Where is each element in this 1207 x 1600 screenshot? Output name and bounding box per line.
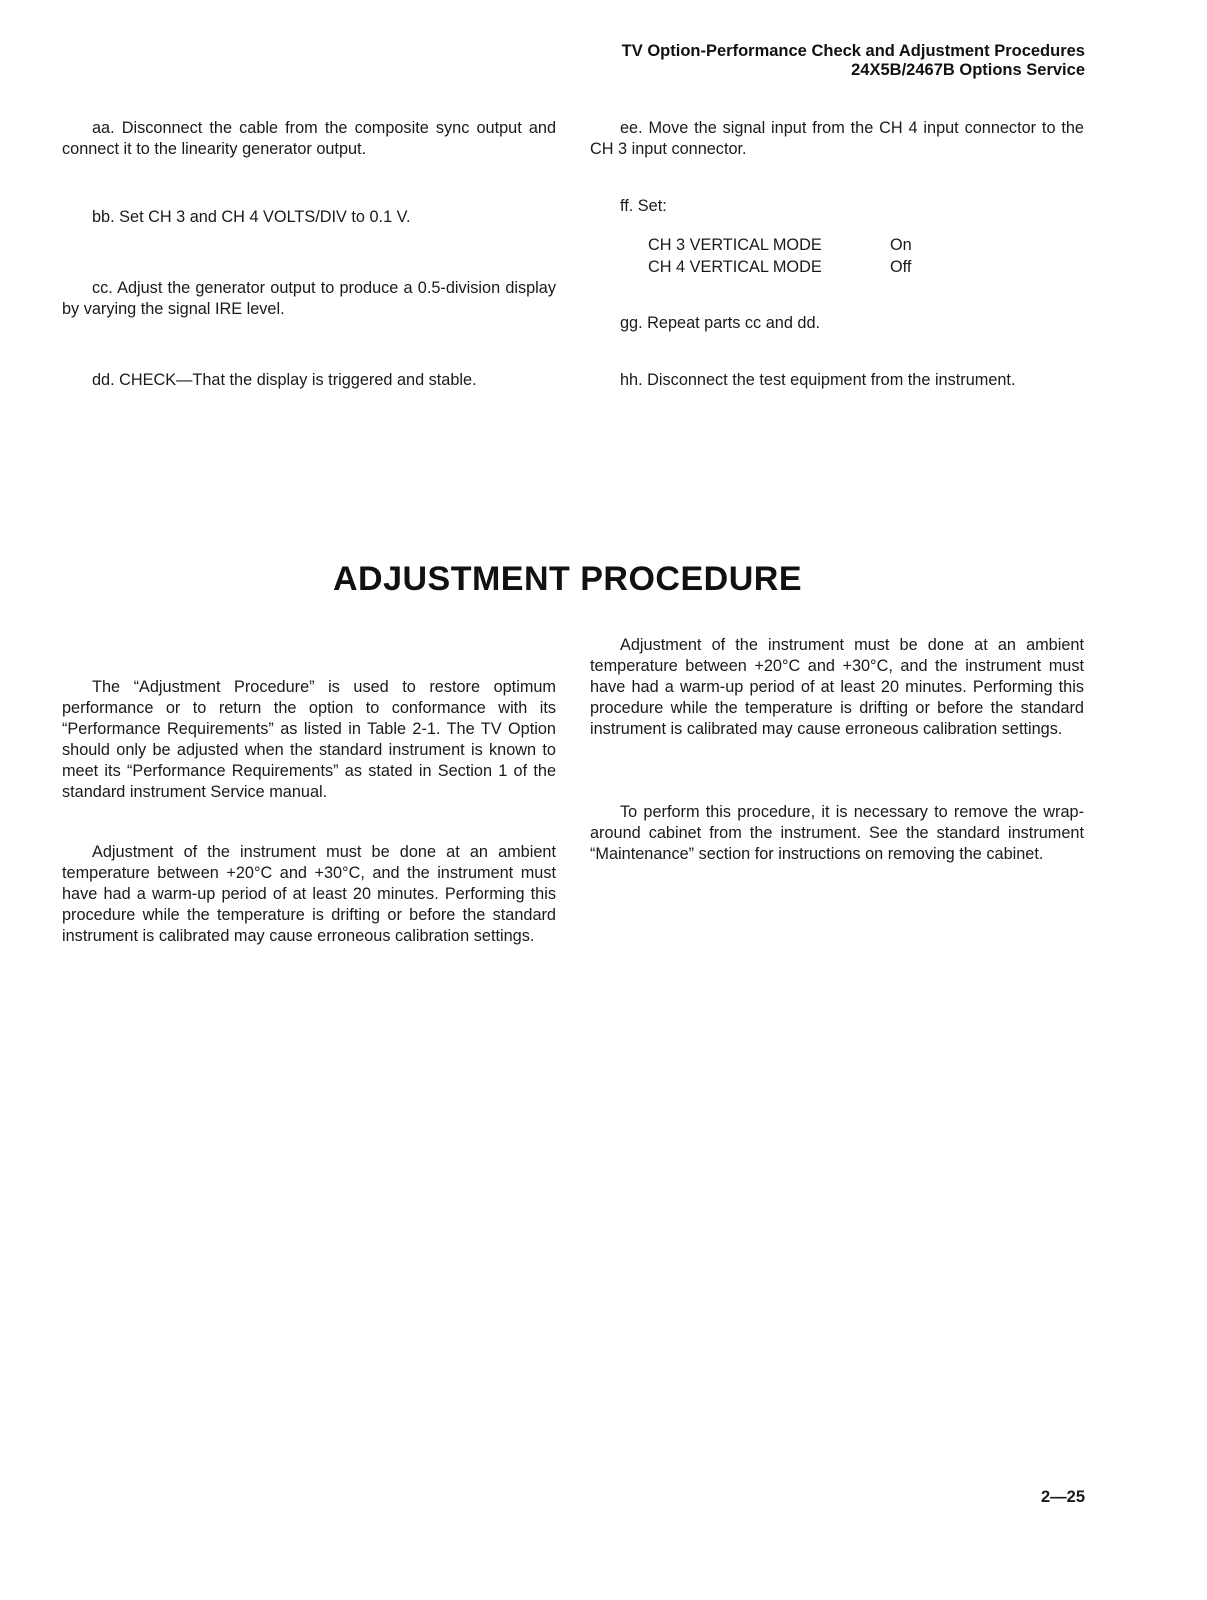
- step-bb-text: bb. Set CH 3 and CH 4 VOLTS/DIV to 0.1 V.: [92, 208, 411, 226]
- running-header: [622, 42, 1085, 80]
- step-ff-text: ff. Set:: [620, 197, 667, 215]
- paragraph-temperature-continued-text: Adjustment of the instrument must be done at an ambient temperature between +20°C and +30°C, and the instrument must have had a warm-up period of at least 20 minutes. Performing this procedure while the temperature is drifting or before the standard instrument is calibrated may cause erroneous calibration settings.: [590, 636, 1084, 738]
- paragraph-temperature: [62, 842, 556, 945]
- step-cc-text: cc. Adjust the generator output to produce a 0.5-division display by varying the signal IRE level.: [62, 279, 556, 318]
- step-ee: [590, 118, 1084, 160]
- section-title: ADJUSTMENT PROCEDURE: [332, 560, 803, 598]
- paragraph-intro-text: The “Adjustment Procedure” is used to restore optimum performance or to return the option to conformance with its “Performance Requirements” as listed in Table 2-1. The TV Option should only be adjusted when the standard instrument is known to meet its “Performance Requirements” as stated in Section 1 of the standard instrument Service manual.: [62, 678, 556, 801]
- setting-name: CH 3 VERTICAL MODE: [648, 236, 822, 254]
- header-subtitle: 24X5B/2467B Options Service: [851, 61, 1085, 79]
- setting-value: On: [890, 236, 912, 254]
- header-title: TV Option-Performance Check and Adjustment Procedures: [621, 42, 1085, 60]
- settings-table: [648, 234, 912, 278]
- step-aa-text: aa. Disconnect the cable from the composite sync output and connect it to the linearity generator output.: [62, 119, 556, 158]
- settings-row: [648, 256, 912, 278]
- paragraph-temperature-text: Adjustment of the instrument must be done at an ambient temperature between +20°C and +30°C, and the instrument must have had a warm-up period of at least 20 minutes. Performing this procedure while the temperature is drifting or before the standard instrument is calibrated may cause erroneous calibration settings.: [62, 843, 556, 945]
- step-dd: [62, 370, 556, 391]
- step-gg-text: gg. Repeat parts cc and dd.: [620, 314, 821, 332]
- step-aa: [62, 118, 556, 160]
- paragraph-cabinet-text: To perform this procedure, it is necessary to remove the wrap-around cabinet from the instrument. See the standard instrument “Maintenance” section for instructions on removing the cabinet.: [590, 803, 1084, 863]
- step-ee-text: ee. Move the signal input from the CH 4 input connector to the CH 3 input connector.: [590, 119, 1084, 158]
- step-cc: [62, 278, 556, 320]
- step-dd-text: dd. CHECK—That the display is triggered and stable.: [92, 371, 477, 389]
- paragraph-intro: [62, 677, 556, 803]
- setting-name: CH 4 VERTICAL MODE: [648, 258, 822, 276]
- page-number: 2—25: [1040, 1488, 1085, 1506]
- settings-row: [648, 234, 912, 256]
- step-hh: [590, 370, 1084, 391]
- step-gg: [590, 313, 1084, 334]
- paragraph-temperature-continued-wrap: [590, 635, 1084, 740]
- paragraph-cabinet: [590, 802, 1084, 865]
- step-bb: [62, 207, 556, 228]
- setting-value: Off: [890, 258, 912, 276]
- step-ff: [590, 196, 1084, 217]
- paragraph-temperature-continued: [590, 636, 1084, 761]
- step-hh-text: hh. Disconnect the test equipment from the instrument.: [620, 371, 1016, 389]
